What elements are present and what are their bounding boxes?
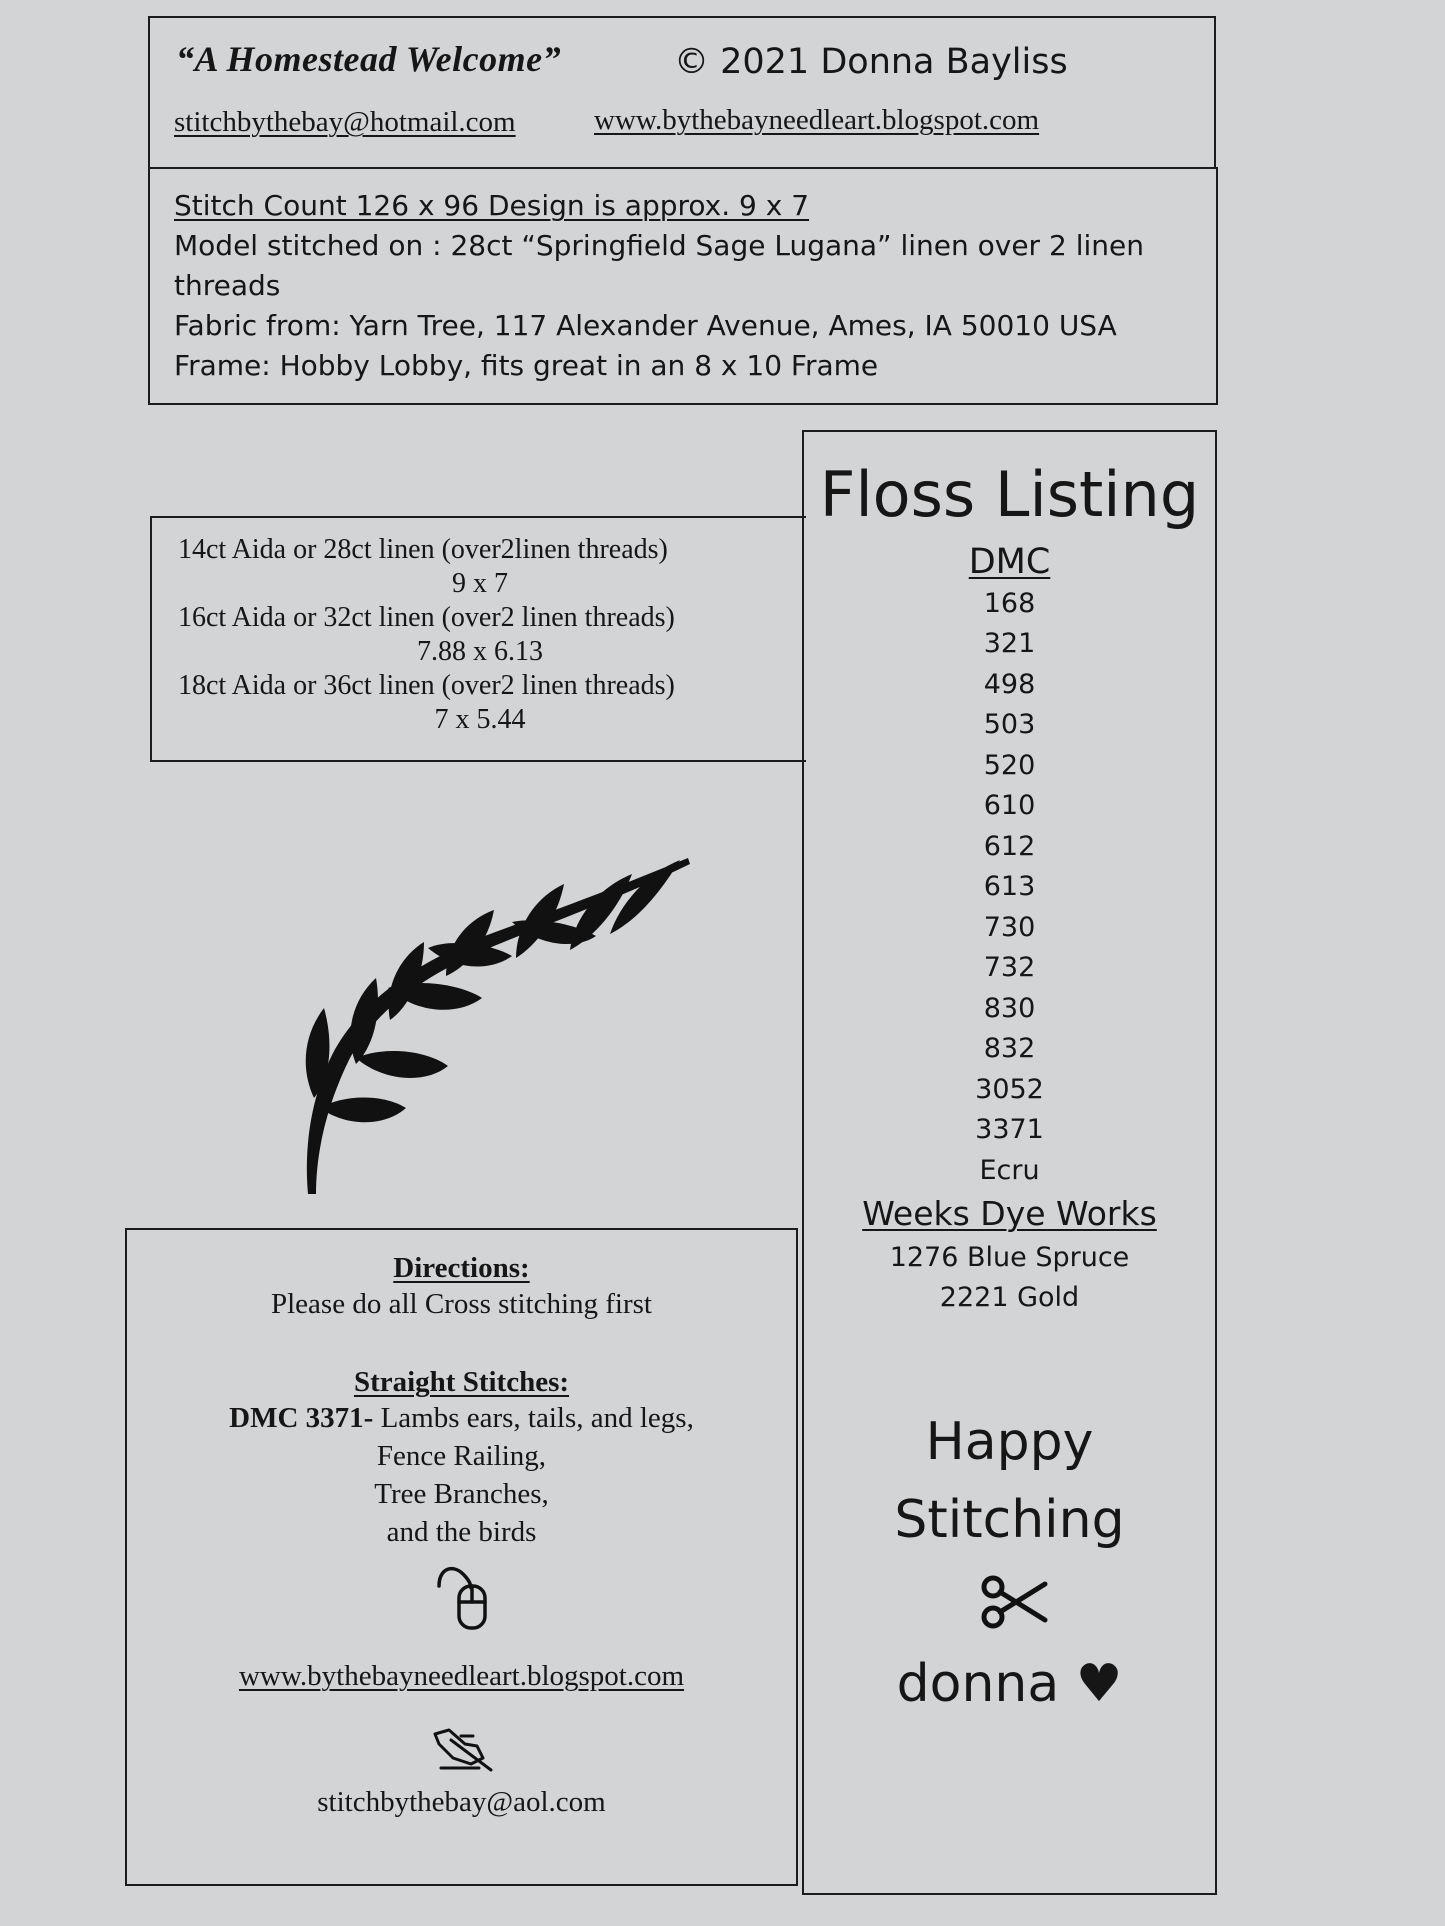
dmc-floss-item: 520	[983, 750, 1036, 781]
straight-stitches-heading: Straight Stitches:	[353, 1366, 570, 1398]
pattern-title: “A Homestead Welcome”	[176, 39, 562, 79]
size-fabric-16ct: 16ct Aida or 32ct linen (over2 linen threads)	[178, 602, 675, 633]
dmc-floss-item: 610	[983, 790, 1036, 821]
stitch-info-box	[148, 167, 1218, 405]
directions-blog-link[interactable]: www.bythebayneedleart.blogspot.com	[238, 1660, 685, 1692]
dmc-floss-item: 168	[983, 588, 1036, 619]
dmc-floss-item: 613	[983, 871, 1036, 902]
dmc-floss-item: 732	[983, 952, 1036, 983]
model-stitched-on-cont: threads	[174, 269, 281, 302]
size-dims-18ct: 7 x 5.44	[434, 704, 526, 735]
header-email-link[interactable]: stitchbythebay@hotmail.com	[174, 106, 516, 138]
header-blog-link[interactable]: www.bythebayneedleart.blogspot.com	[594, 104, 1040, 136]
fabric-sizes-box	[150, 516, 806, 762]
weeks-floss-item: 2221 Gold	[939, 1282, 1080, 1313]
directions-first: Please do all Cross stitching first	[271, 1288, 652, 1320]
signature-donna: donna ♥	[896, 1654, 1123, 1714]
straight-stitches-line4: and the birds	[386, 1516, 537, 1548]
copyright: © 2021 Donna Bayliss	[674, 42, 1068, 82]
straight-stitches-line2: Fence Railing,	[376, 1440, 547, 1472]
dmc-3371-label: DMC 3371-	[229, 1402, 374, 1434]
directions-heading: Directions:	[393, 1252, 530, 1284]
size-dims-14ct: 9 x 7	[452, 568, 508, 599]
dmc-floss-item: 498	[983, 669, 1036, 700]
dmc-floss-item: Ecru	[979, 1155, 1040, 1186]
floss-listing-box	[802, 430, 1217, 1895]
mouse-icon	[433, 1560, 499, 1632]
stitching-text: Stitching	[894, 1490, 1125, 1550]
size-fabric-14ct: 14ct Aida or 28ct linen (over2linen threads)	[178, 534, 668, 565]
floss-listing-title: Floss Listing	[819, 458, 1200, 531]
scissors-icon	[979, 1574, 1049, 1630]
dmc-floss-item: 832	[983, 1033, 1036, 1064]
leaf-branch-icon	[280, 850, 700, 1200]
model-stitched-on: Model stitched on : 28ct “Springfield Sage Lugana” linen over 2 linen	[174, 229, 1144, 262]
dmc-floss-item: 612	[983, 831, 1036, 862]
weeks-floss-item: 1276 Blue Spruce	[889, 1242, 1130, 1273]
dmc-floss-item: 3052	[975, 1074, 1044, 1105]
happy-text: Happy	[925, 1412, 1094, 1472]
weeks-dye-works-heading: Weeks Dye Works	[862, 1194, 1157, 1233]
fabric-source: Fabric from: Yarn Tree, 117 Alexander Avenue, Ames, IA 50010 USA	[174, 309, 1117, 342]
stitch-count: Stitch Count 126 x 96 Design is approx. 9 x 7	[174, 189, 810, 222]
straight-stitches-dmc	[127, 1402, 796, 1435]
size-dims-16ct: 7.88 x 6.13	[417, 636, 543, 667]
directions-box	[125, 1228, 798, 1886]
dmc-floss-item: 830	[983, 993, 1036, 1024]
dmc-floss-item: 503	[983, 709, 1036, 740]
header-box	[148, 16, 1216, 169]
dmc-heading: DMC	[968, 542, 1051, 582]
dmc-floss-item: 730	[983, 912, 1036, 943]
dmc-floss-item: 3371	[975, 1114, 1044, 1145]
writing-hand-icon	[431, 1724, 497, 1774]
frame-info: Frame: Hobby Lobby, fits great in an 8 x 10 Frame	[174, 349, 879, 382]
straight-stitches-line3: Tree Branches,	[374, 1478, 549, 1510]
straight-stitches-line1: Lambs ears, tails, and legs,	[373, 1402, 694, 1434]
size-fabric-18ct: 18ct Aida or 36ct linen (over2 linen threads)	[178, 670, 675, 701]
directions-email-link[interactable]: stitchbythebay@aol.com	[317, 1786, 606, 1818]
dmc-floss-item: 321	[983, 628, 1036, 659]
